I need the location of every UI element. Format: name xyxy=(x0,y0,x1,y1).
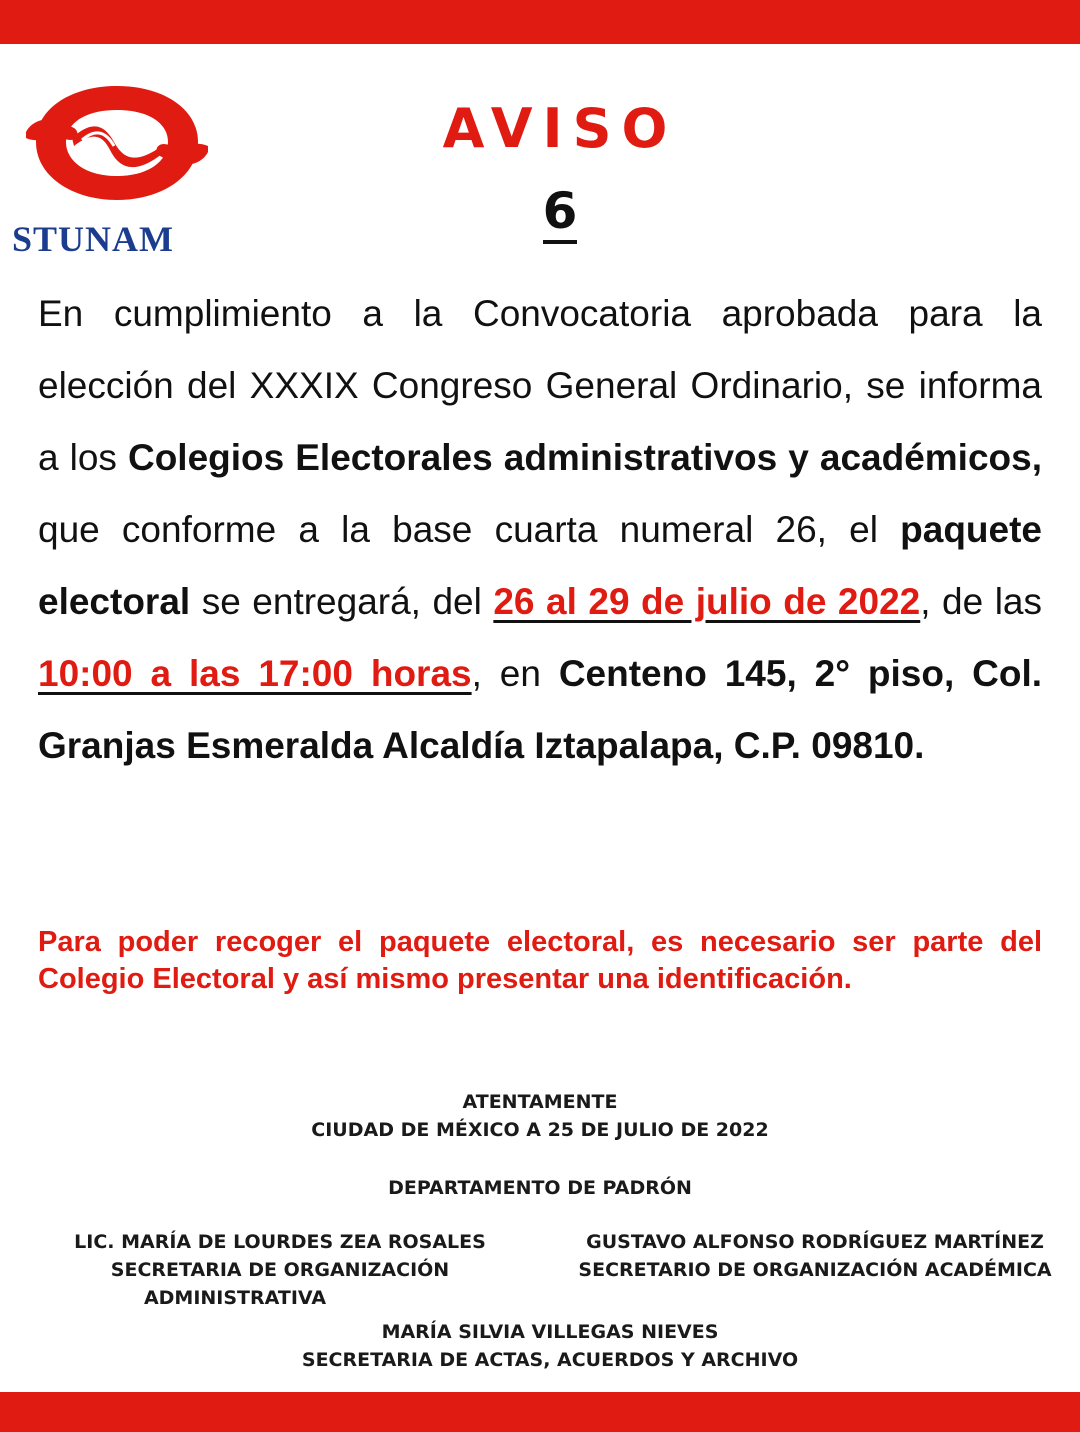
signatory-2-name: GUSTAVO ALFONSO RODRÍGUEZ MARTÍNEZ xyxy=(586,1231,1044,1253)
signatory-1 xyxy=(60,1228,500,1312)
body-text-5: , en xyxy=(471,653,559,694)
body-text-2: que conforme a la base cuarta numeral 26, el xyxy=(38,509,901,550)
body-text-1: En cumplimiento a la Convocatoria aprobada para la elección del XXXIX Congreso General Ordinario, se informa a los xyxy=(38,293,1042,478)
closing-block xyxy=(290,1088,790,1144)
logo-wordmark: STUNAM xyxy=(12,219,175,259)
signatory-2-title: SECRETARIO DE ORGANIZACIÓN ACADÉMICA xyxy=(578,1259,1052,1281)
closing-regards: ATENTAMENTE xyxy=(462,1091,618,1113)
stunam-emblem-icon xyxy=(22,80,212,210)
signatory-1-name: LIC. MARÍA DE LOURDES ZEA ROSALES xyxy=(74,1231,486,1253)
signatory-1-title: SECRETARIA DE ORGANIZACIÓN xyxy=(110,1259,450,1281)
notice-title: AVISO xyxy=(442,97,678,160)
body-text-3: se entregará, del xyxy=(190,581,494,622)
signatory-2 xyxy=(560,1228,1070,1284)
signatory-3 xyxy=(290,1318,810,1374)
requirements-notice: Para poder recoger el paquete electoral, es necesario ser parte del Colegio Electoral y así mismo presentar una identificación. xyxy=(38,926,1042,995)
notice-number-value: 6 xyxy=(543,182,578,244)
top-red-bar xyxy=(0,0,1080,44)
body-bold-package: paquete electoral xyxy=(38,509,1042,622)
notice-body xyxy=(38,278,1042,782)
signatory-3-name: MARÍA SILVIA VILLEGAS NIEVES xyxy=(381,1321,719,1343)
closing-place-date: CIUDAD DE MÉXICO A 25 DE JULIO DE 2022 xyxy=(311,1119,769,1141)
stunam-logo xyxy=(8,80,208,260)
department-name: DEPARTAMENTO DE PADRÓN xyxy=(388,1177,692,1199)
delivery-address: Centeno 145, 2° piso, Col. Granjas Esmeralda Alcaldía Iztapalapa, C.P. 09810. xyxy=(38,653,1042,766)
delivery-dates: 26 al 29 de julio de 2022 xyxy=(493,581,921,622)
signatory-1-title-cont: ADMINISTRATIVA xyxy=(143,1287,327,1309)
delivery-hours: 10:00 a las 17:00 horas xyxy=(38,653,472,694)
body-text-4: , de las xyxy=(920,581,1042,622)
signatory-3-title: SECRETARIA DE ACTAS, ACUERDOS Y ARCHIVO xyxy=(301,1349,799,1371)
bottom-red-bar xyxy=(0,1392,1080,1432)
notice-number xyxy=(500,178,620,244)
body-bold-colleges: Colegios Electorales administrativos y académicos, xyxy=(127,437,1043,478)
